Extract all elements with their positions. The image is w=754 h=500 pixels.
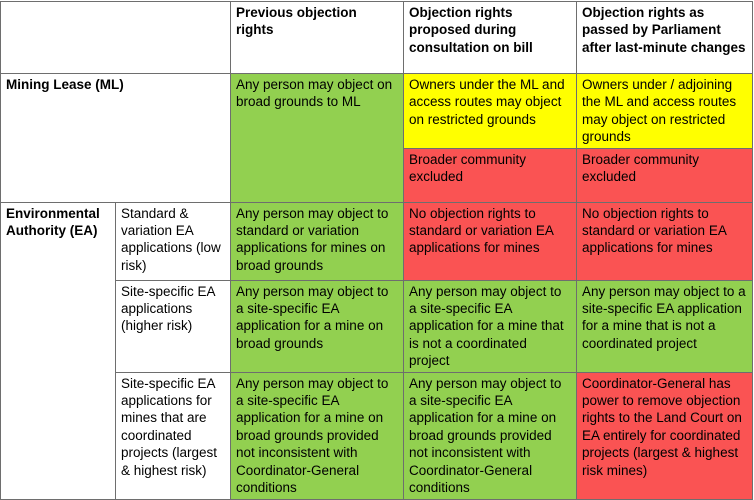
ea-standard-proposed-cell: No objection rights to standard or variation EA applications for mines xyxy=(404,202,577,280)
header-row xyxy=(1,2,753,74)
col-header-proposed-rights: Objection rights proposed during consultation on bill xyxy=(404,2,577,74)
ea-site-specific-label: Site-specific EA applications (higher risk) xyxy=(116,280,231,372)
corner-header-cell xyxy=(1,2,231,74)
ea-coordinated-previous-cell: Any person may object to a site-specific EA application for a mine on broad grounds provided not inconsistent with Coordinator-General conditions xyxy=(231,372,404,499)
ea-coordinated-proposed-cell: Any person may object to a site-specific EA application for a mine on broad grounds provided not inconsistent with Coordinator-General conditions xyxy=(404,372,577,499)
ml-passed-owners-cell: Owners under / adjoining the ML and access routes may object on restricted grounds xyxy=(577,74,753,149)
ea-standard-label: Standard & variation EA applications (low risk) xyxy=(116,202,231,280)
ea-standard-previous-cell: Any person may object to standard or variation applications for mines on broad grounds xyxy=(231,202,404,280)
ea-standard-row xyxy=(1,202,753,280)
ea-coordinated-label: Site-specific EA applications for mines that are coordinated projects (largest & highest risk) xyxy=(116,372,231,499)
col-header-passed-rights: Objection rights as passed by Parliament after last-minute changes xyxy=(577,2,753,74)
ml-proposed-community-cell: Broader community excluded xyxy=(404,148,577,202)
col-header-previous-rights: Previous objection rights xyxy=(231,2,404,74)
ea-site-specific-previous-cell: Any person may object to a site-specific EA application for a mine on broad grounds xyxy=(231,280,404,372)
mining-lease-row-owners xyxy=(1,74,753,149)
ea-site-specific-proposed-cell: Any person may object to a site-specific EA application for a mine that is not a coordinated project xyxy=(404,280,577,372)
ml-proposed-owners-cell: Owners under the ML and access routes may object on restricted grounds xyxy=(404,74,577,149)
ea-site-specific-passed-cell: Any person may object to a site-specific EA application for a mine that is not a coordinated project xyxy=(577,280,753,372)
ea-coordinated-passed-highlighted-cell: Coordinator-General has power to remove objection rights to the Land Court on EA entirely for coordinated projects (largest & highest risk mines) xyxy=(577,372,753,499)
mining-lease-label: Mining Lease (ML) xyxy=(1,74,231,203)
ml-previous-cell: Any person may object on broad grounds to ML xyxy=(231,74,404,203)
ea-standard-passed-cell: No objection rights to standard or variation EA applications for mines xyxy=(577,202,753,280)
objection-rights-comparison-table xyxy=(0,1,753,500)
ml-passed-community-cell: Broader community excluded xyxy=(577,148,753,202)
environmental-authority-label: Environmental Authority (EA) xyxy=(1,202,116,499)
